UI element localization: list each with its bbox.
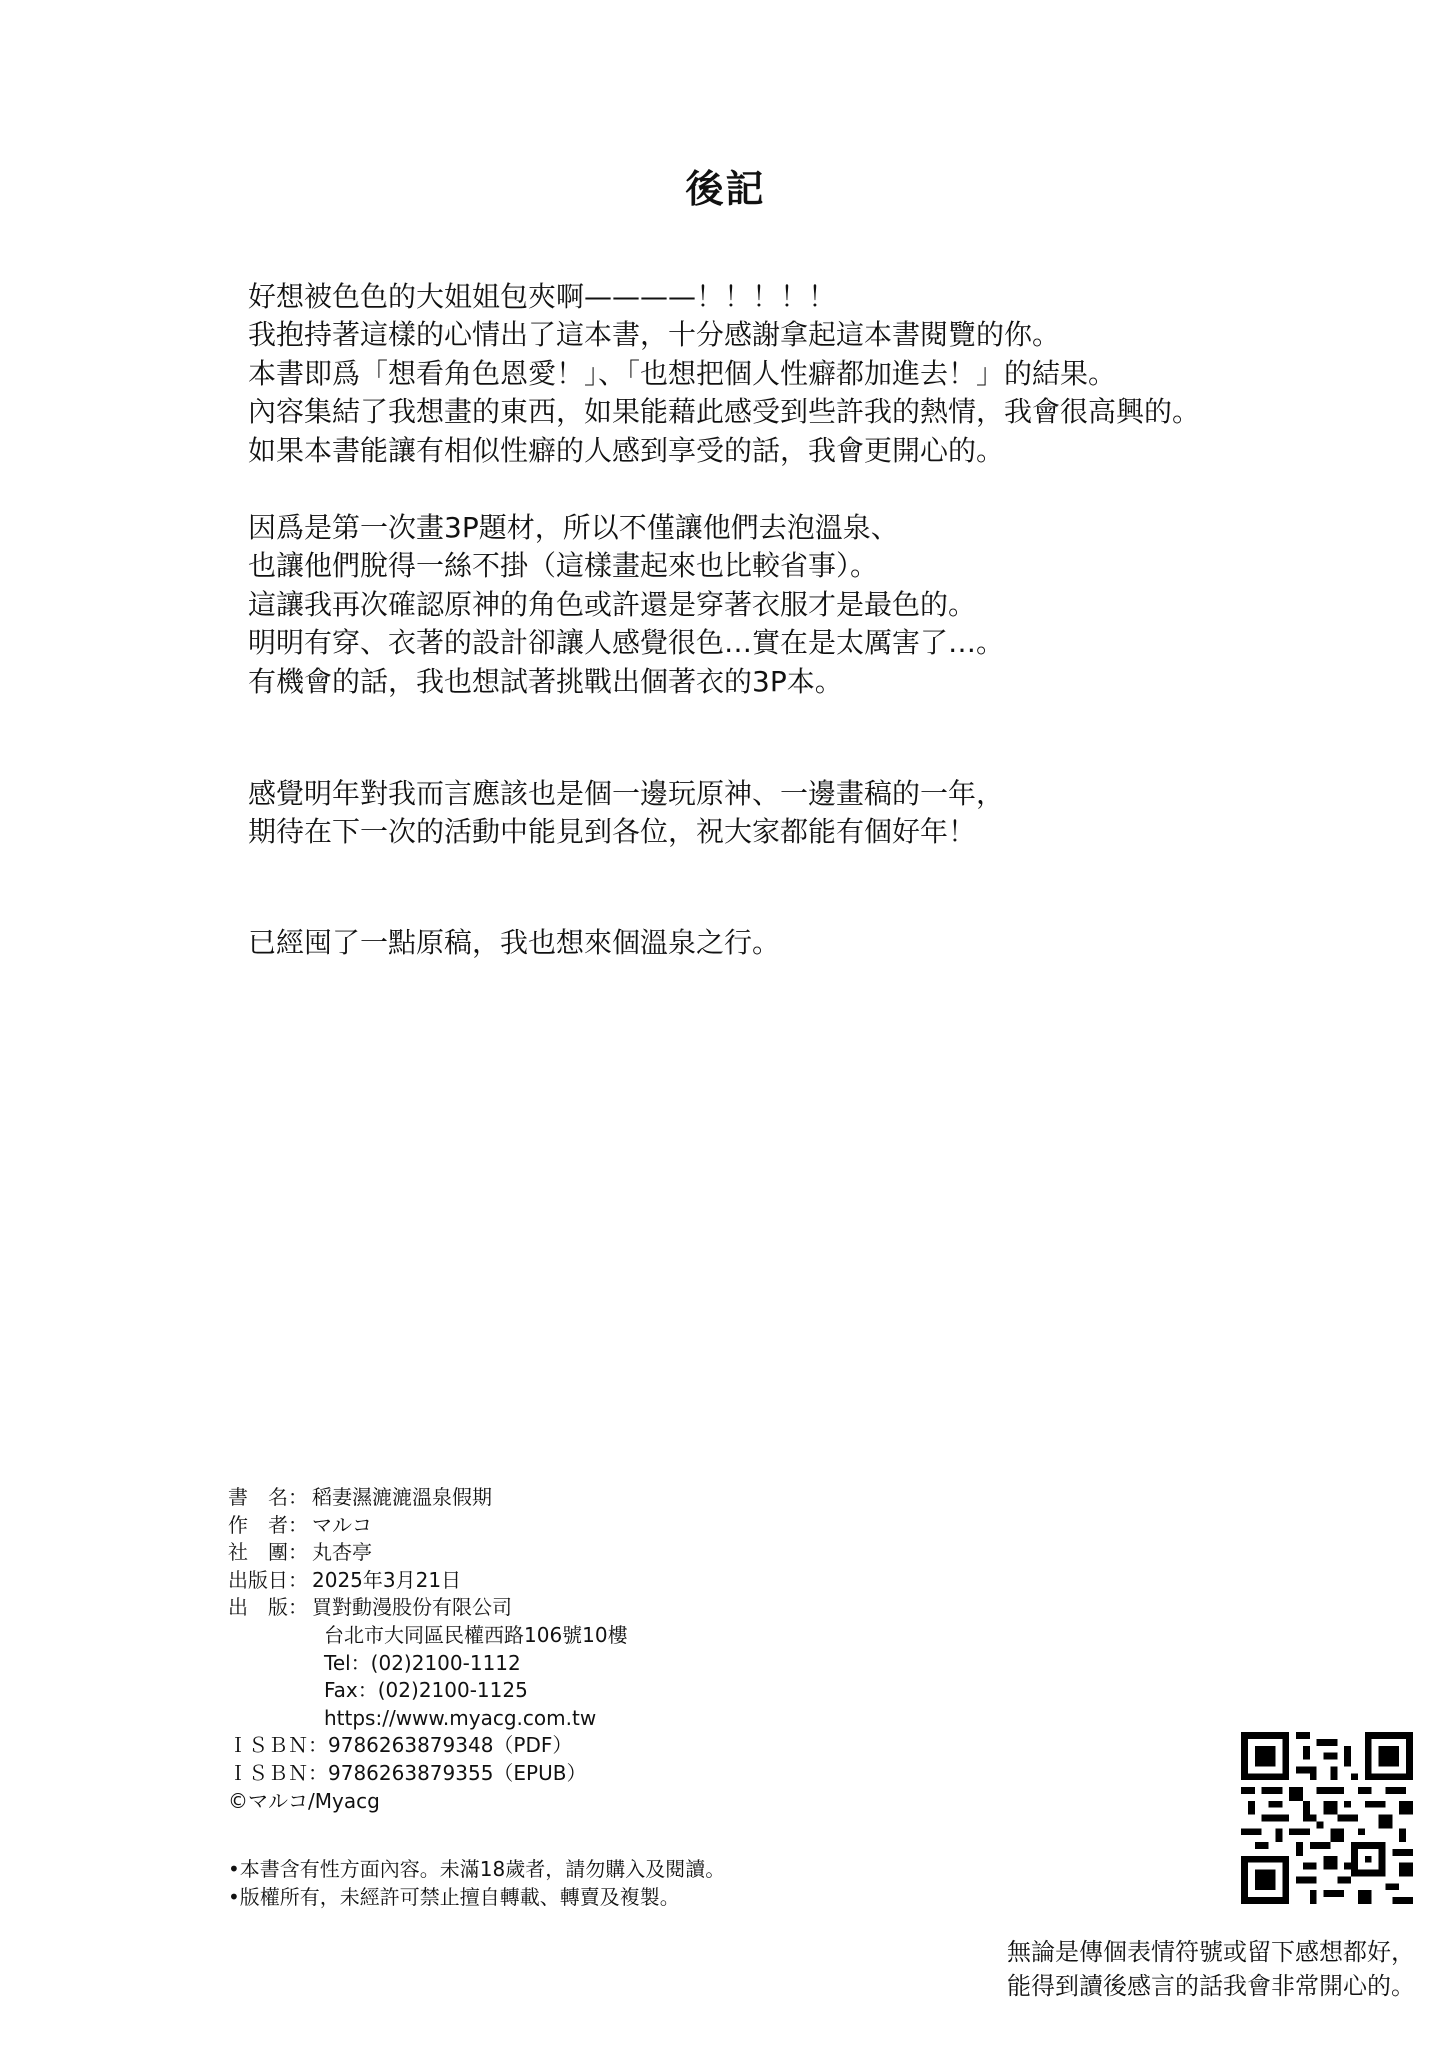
afterword-line: 已經囤了一點原稿，我也想來個溫泉之行。 bbox=[248, 926, 781, 959]
feedback-line: 能得到讀後感言的話我會非常開心的。 bbox=[1007, 1972, 1415, 2000]
colophon-row-circle bbox=[228, 1539, 628, 1567]
colophon-label: 出 版： bbox=[228, 1595, 308, 1620]
colophon-label: 書 名： bbox=[228, 1485, 308, 1509]
colophon-label: 出版日： bbox=[228, 1567, 308, 1592]
isbn-epub: ＩＳＢＮ：9786263879355（EPUB） bbox=[228, 1760, 587, 1785]
afterword-line: 本書即爲「想看角色恩愛！」、「也想把個人性癖都加進去！」的結果。 bbox=[248, 356, 1117, 390]
publisher-tel: Tel：(02)2100-1112 bbox=[324, 1650, 521, 1675]
colophon-row-date bbox=[228, 1567, 628, 1595]
notice-copyright: •版權所有，未經許可禁止擅自轉載、轉賣及複製。 bbox=[228, 1885, 680, 1909]
qr-code-icon[interactable] bbox=[1241, 1732, 1413, 1904]
feedback-request bbox=[1007, 1935, 1415, 2003]
afterword-paragraph-4 bbox=[248, 924, 780, 962]
afterword-line: 這讓我再次確認原神的角色或許還是穿著衣服才是最色的。 bbox=[248, 587, 977, 621]
publisher-fax: Fax：(02)2100-1125 bbox=[324, 1678, 528, 1703]
colophon-value: 稻妻濕漉漉溫泉假期 bbox=[312, 1485, 492, 1509]
feedback-line: 無論是傳個表情符號或留下感想都好， bbox=[1007, 1938, 1415, 1966]
colophon-value: 2025年3月21日 bbox=[312, 1567, 462, 1592]
afterword-line: 我抱持著這樣的心情出了這本書，十分感謝拿起這本書閱覽的你。 bbox=[248, 318, 1061, 352]
colophon-value: 丸杏亭 bbox=[312, 1540, 372, 1565]
colophon-label: 作 者： bbox=[228, 1512, 308, 1537]
page-title: 後記 bbox=[685, 167, 766, 211]
afterword-line: 有機會的話，我也想試著挑戰出個著衣的3P本。 bbox=[248, 664, 843, 698]
colophon-row-title bbox=[228, 1484, 628, 1512]
copyright: ©マルコ/Myacg bbox=[228, 1788, 380, 1813]
afterword-line: 明明有穿、衣著的設計卻讓人感覺很色…實在是太厲害了…。 bbox=[248, 626, 1005, 660]
afterword-line: 如果本書能讓有相似性癖的人感到享受的話，我會更開心的。 bbox=[248, 433, 1005, 467]
afterword-paragraph-3 bbox=[248, 775, 1004, 852]
afterword-paragraph-2 bbox=[248, 509, 1004, 701]
colophon-row-author bbox=[228, 1512, 628, 1540]
isbn-pdf: ＩＳＢＮ：9786263879348（PDF） bbox=[228, 1733, 573, 1758]
colophon-label: 社 團： bbox=[228, 1540, 308, 1565]
publisher-address: 台北市大同區民權西路106號10樓 bbox=[324, 1622, 628, 1647]
afterword-line: 感覺明年對我而言應該也是個一邊玩原神、一邊畫稿的一年， bbox=[248, 777, 1005, 810]
publisher-website: https://www.myacg.com.tw bbox=[324, 1705, 597, 1730]
colophon-row-publisher bbox=[228, 1594, 628, 1622]
colophon-value: 買對動漫股份有限公司 bbox=[312, 1595, 512, 1620]
notices bbox=[228, 1855, 725, 1911]
afterword-line: 也讓他們脫得一絲不掛（這樣畫起來也比較省事）。 bbox=[248, 549, 879, 583]
afterword-line: 內容集結了我想畫的東西，如果能藉此感受到些許我的熱情，我會很高興的。 bbox=[248, 395, 1201, 429]
notice-adult-content: •本書含有性方面內容。未滿18歲者，請勿購入及閱讀。 bbox=[228, 1857, 726, 1881]
afterword-line: 好想被色色的大姐姐包夾啊————！！！！！ bbox=[248, 280, 837, 313]
afterword-line: 因爲是第一次畫3P題材，所以不僅讓他們去泡溫泉、 bbox=[248, 511, 899, 544]
colophon-value: マルコ bbox=[312, 1512, 372, 1537]
afterword-paragraph-1 bbox=[248, 278, 1200, 470]
afterword-line: 期待在下一次的活動中能見到各位，祝大家都能有個好年！ bbox=[248, 815, 977, 849]
colophon bbox=[228, 1484, 628, 1815]
